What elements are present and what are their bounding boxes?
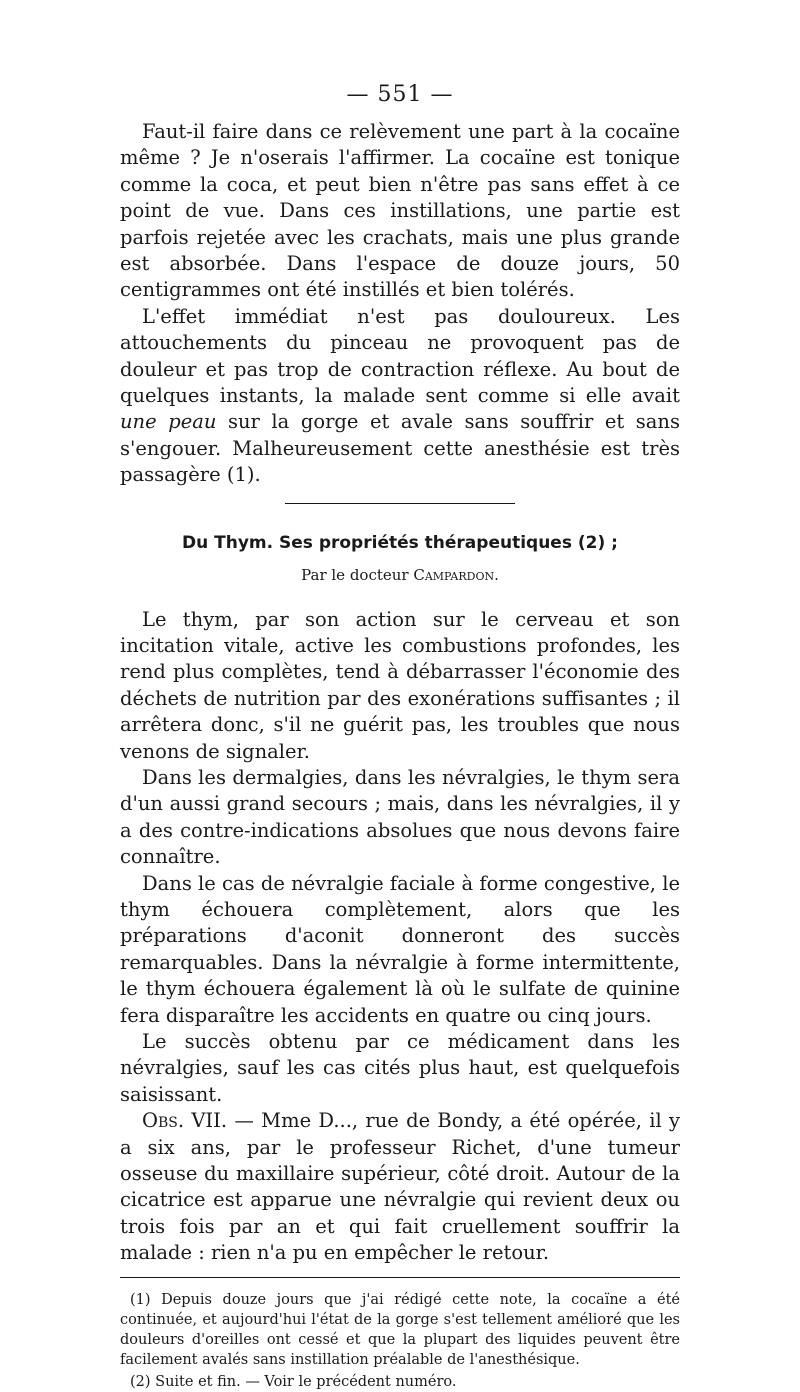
footnote-divider [120, 1277, 680, 1278]
page-number: — 551 — [346, 82, 454, 107]
article-title: Du Thym. Ses propriétés thérapeutiques (2) ; [182, 532, 618, 553]
italic-phrase: une peau [120, 410, 217, 434]
observation-label: Obs. VII. [142, 1109, 228, 1133]
paragraph-facial-neuralgia: Dans le cas de névralgie faciale à forme congestive, le thym échouera complètement, alors que les préparations d'aconit donneront des succès remarquables. Dans la névralgie à forme intermittente, le thym échouera également là où le sulfate de quinine fera disparaître les accidents en quatre ou cinq jours. [120, 871, 680, 1027]
author-name: Campardon. [413, 566, 499, 585]
footnote-1: (1) Depuis douze jours que j'ai rédigé cette note, la cocaïne a été continuée, et aujourd'hui l'état de la gorge s'est tellement amélioré que les douleurs d'oreilles ont cessé et que la plupart des liquides peuvent être facilement avalés sans instillation préalable de l'anesthésique. [120, 1291, 680, 1368]
paragraph-text: L'effet immédiat n'est pas douloureux. Les attouchements du pinceau ne provoquent pas de douleur et pas trop de contraction réflexe. Au bout de quelques instants, la malade sent comme si elle avait [120, 304, 680, 408]
author-prefix: Par le docteur [301, 566, 414, 585]
paragraph-observation [120, 1108, 680, 1266]
paragraph-text: sur la gorge et avale sans souffrir et sans s'engouer. Malheureusement cette anesthésie est très passagère (1). [120, 410, 680, 487]
footnote-2: (2) Suite et fin. — Voir le précédent numéro. [130, 1373, 457, 1390]
paragraph-immediate-effect [120, 304, 680, 489]
paragraph-dermalgies: Dans les dermalgies, dans les névralgies, le thym sera d'un aussi grand secours ; mais, dans les névralgies, il y a des contre-indications absolues que nous devons faire connaître. [120, 765, 680, 869]
article-author [120, 562, 680, 588]
observation-text: — Mme D..., rue de Bondy, a été opérée, il y a six ans, par le professeur Richet, d'une tumeur osseuse du maxillaire supérieur, côté droit. Autour de la cicatrice est apparue une névralgie qui revient deux ou trois fois par an et qui fait cruellement souffrir la malade : rien n'a pu en empêcher le retour. [120, 1109, 680, 1265]
section-divider [285, 503, 515, 504]
paragraph-thyme-action: Le thym, par son action sur le cerveau et son incitation vitale, active les combustions profondes, les rend plus complètes, tend à débarrasser l'économie des déchets de nutrition par des exonérations suffisantes ; il arrêtera donc, s'il ne guérit pas, les troubles que nous venons de signaler. [120, 607, 680, 763]
paragraph-cocaine-effect: Faut-il faire dans ce relèvement une part à la cocaïne même ? Je n'oserais l'affirmer. La cocaïne est tonique comme la coca, et peut bien n'être pas sans effet à ce point de vue. Dans ces instillations, une partie est parfois rejetée avec les crachats, mais une plus grande est absorbée. Dans l'espace de douze jours, 50 centigrammes ont été instillés et bien tolérés. [120, 120, 680, 302]
paragraph-success: Le succès obtenu par ce médicament dans les névralgies, sauf les cas cités plus haut, est quelquefois saisissant. [120, 1030, 680, 1106]
